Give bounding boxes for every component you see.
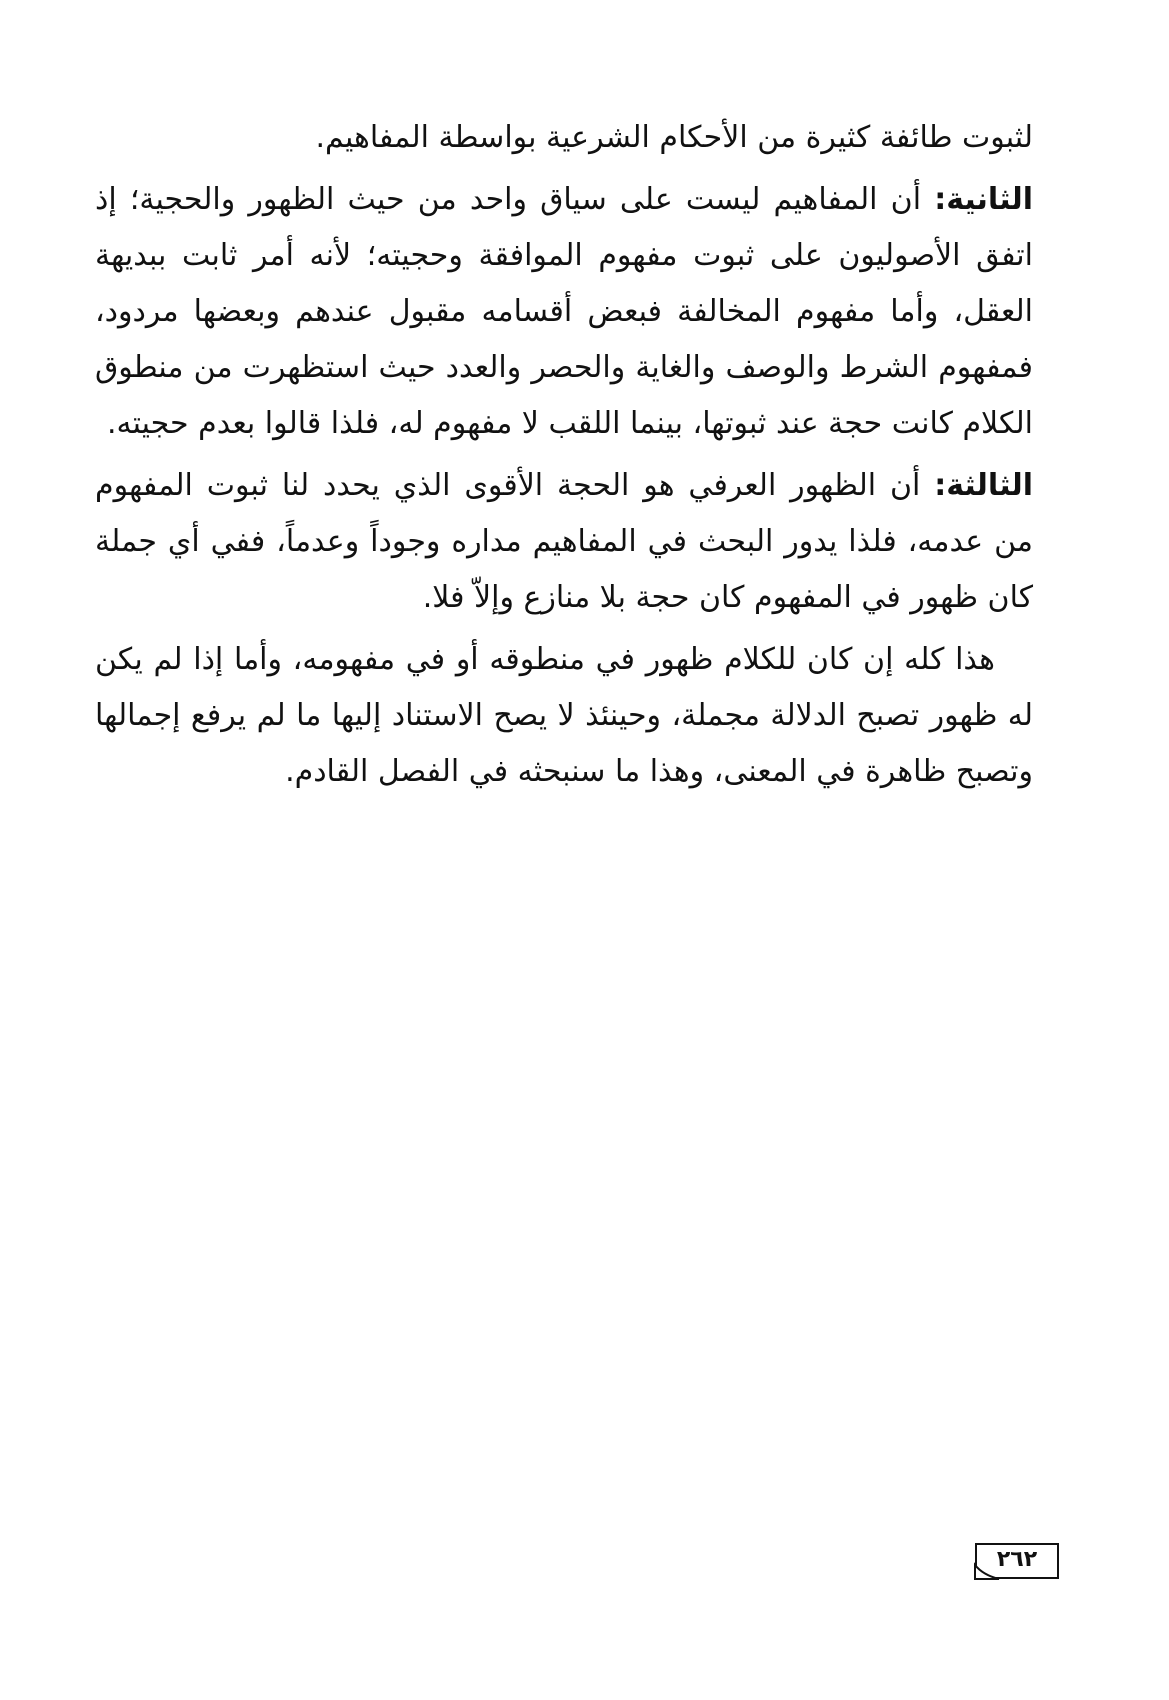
paragraph-lead-word: الثالثة: <box>934 468 1033 503</box>
paragraph-continuation <box>95 110 1033 166</box>
page-number-text: ٢٦٢ <box>996 1547 1038 1572</box>
paragraph-text: هذا كله إن كان للكلام ظهور في منطوقه أو في مفهومه، وأما إذا لم يكن له ظهور تصبح الدلالة مجملة، وحينئذ لا يصح الاستناد إليها ما لم يرفع إجمالها وتصبح ظاهرة في المعنى، وهذا ما سنبحثه في الفصل القادم. <box>95 642 1033 789</box>
page-body <box>95 110 1033 806</box>
paragraph-text: لثبوت طائفة كثيرة من الأحكام الشرعية بواسطة المفاهيم. <box>315 120 1033 155</box>
paragraph-third-point <box>95 458 1033 626</box>
paragraph-second-point <box>95 172 1033 452</box>
paragraph-lead-word: الثانية: <box>934 182 1033 217</box>
paragraph-text: أن الظهور العرفي هو الحجة الأقوى الذي يحدد لنا ثبوت المفهوم من عدمه، فلذا يدور البحث في المفاهيم مداره وجوداً وعدماً، ففي أي جملة كان ظهور في المفهوم كان حجة بلا منازع وإلاّ فلا. <box>95 468 1033 615</box>
page-number <box>975 1543 1059 1579</box>
paragraph-text: أن المفاهيم ليست على سياق واحد من حيث الظهور والحجية؛ إذ اتفق الأصوليون على ثبوت مفهوم الموافقة وحجيته؛ لأنه أمر ثابت ببديهة العقل، وأما مفهوم المخالفة فبعض أقسامه مقبول عندهم وبعضها مردود، فمفهوم الشرط والوصف والغاية والحصر والعدد حيث استظهرت من منطوق الكلام كانت حجة عند ثبوتها، بينما اللقب لا مفهوم له، فلذا قالوا بعدم حجيته. <box>95 182 1033 441</box>
page-curl-icon <box>975 1561 999 1579</box>
paragraph-conclusion <box>95 632 1033 800</box>
